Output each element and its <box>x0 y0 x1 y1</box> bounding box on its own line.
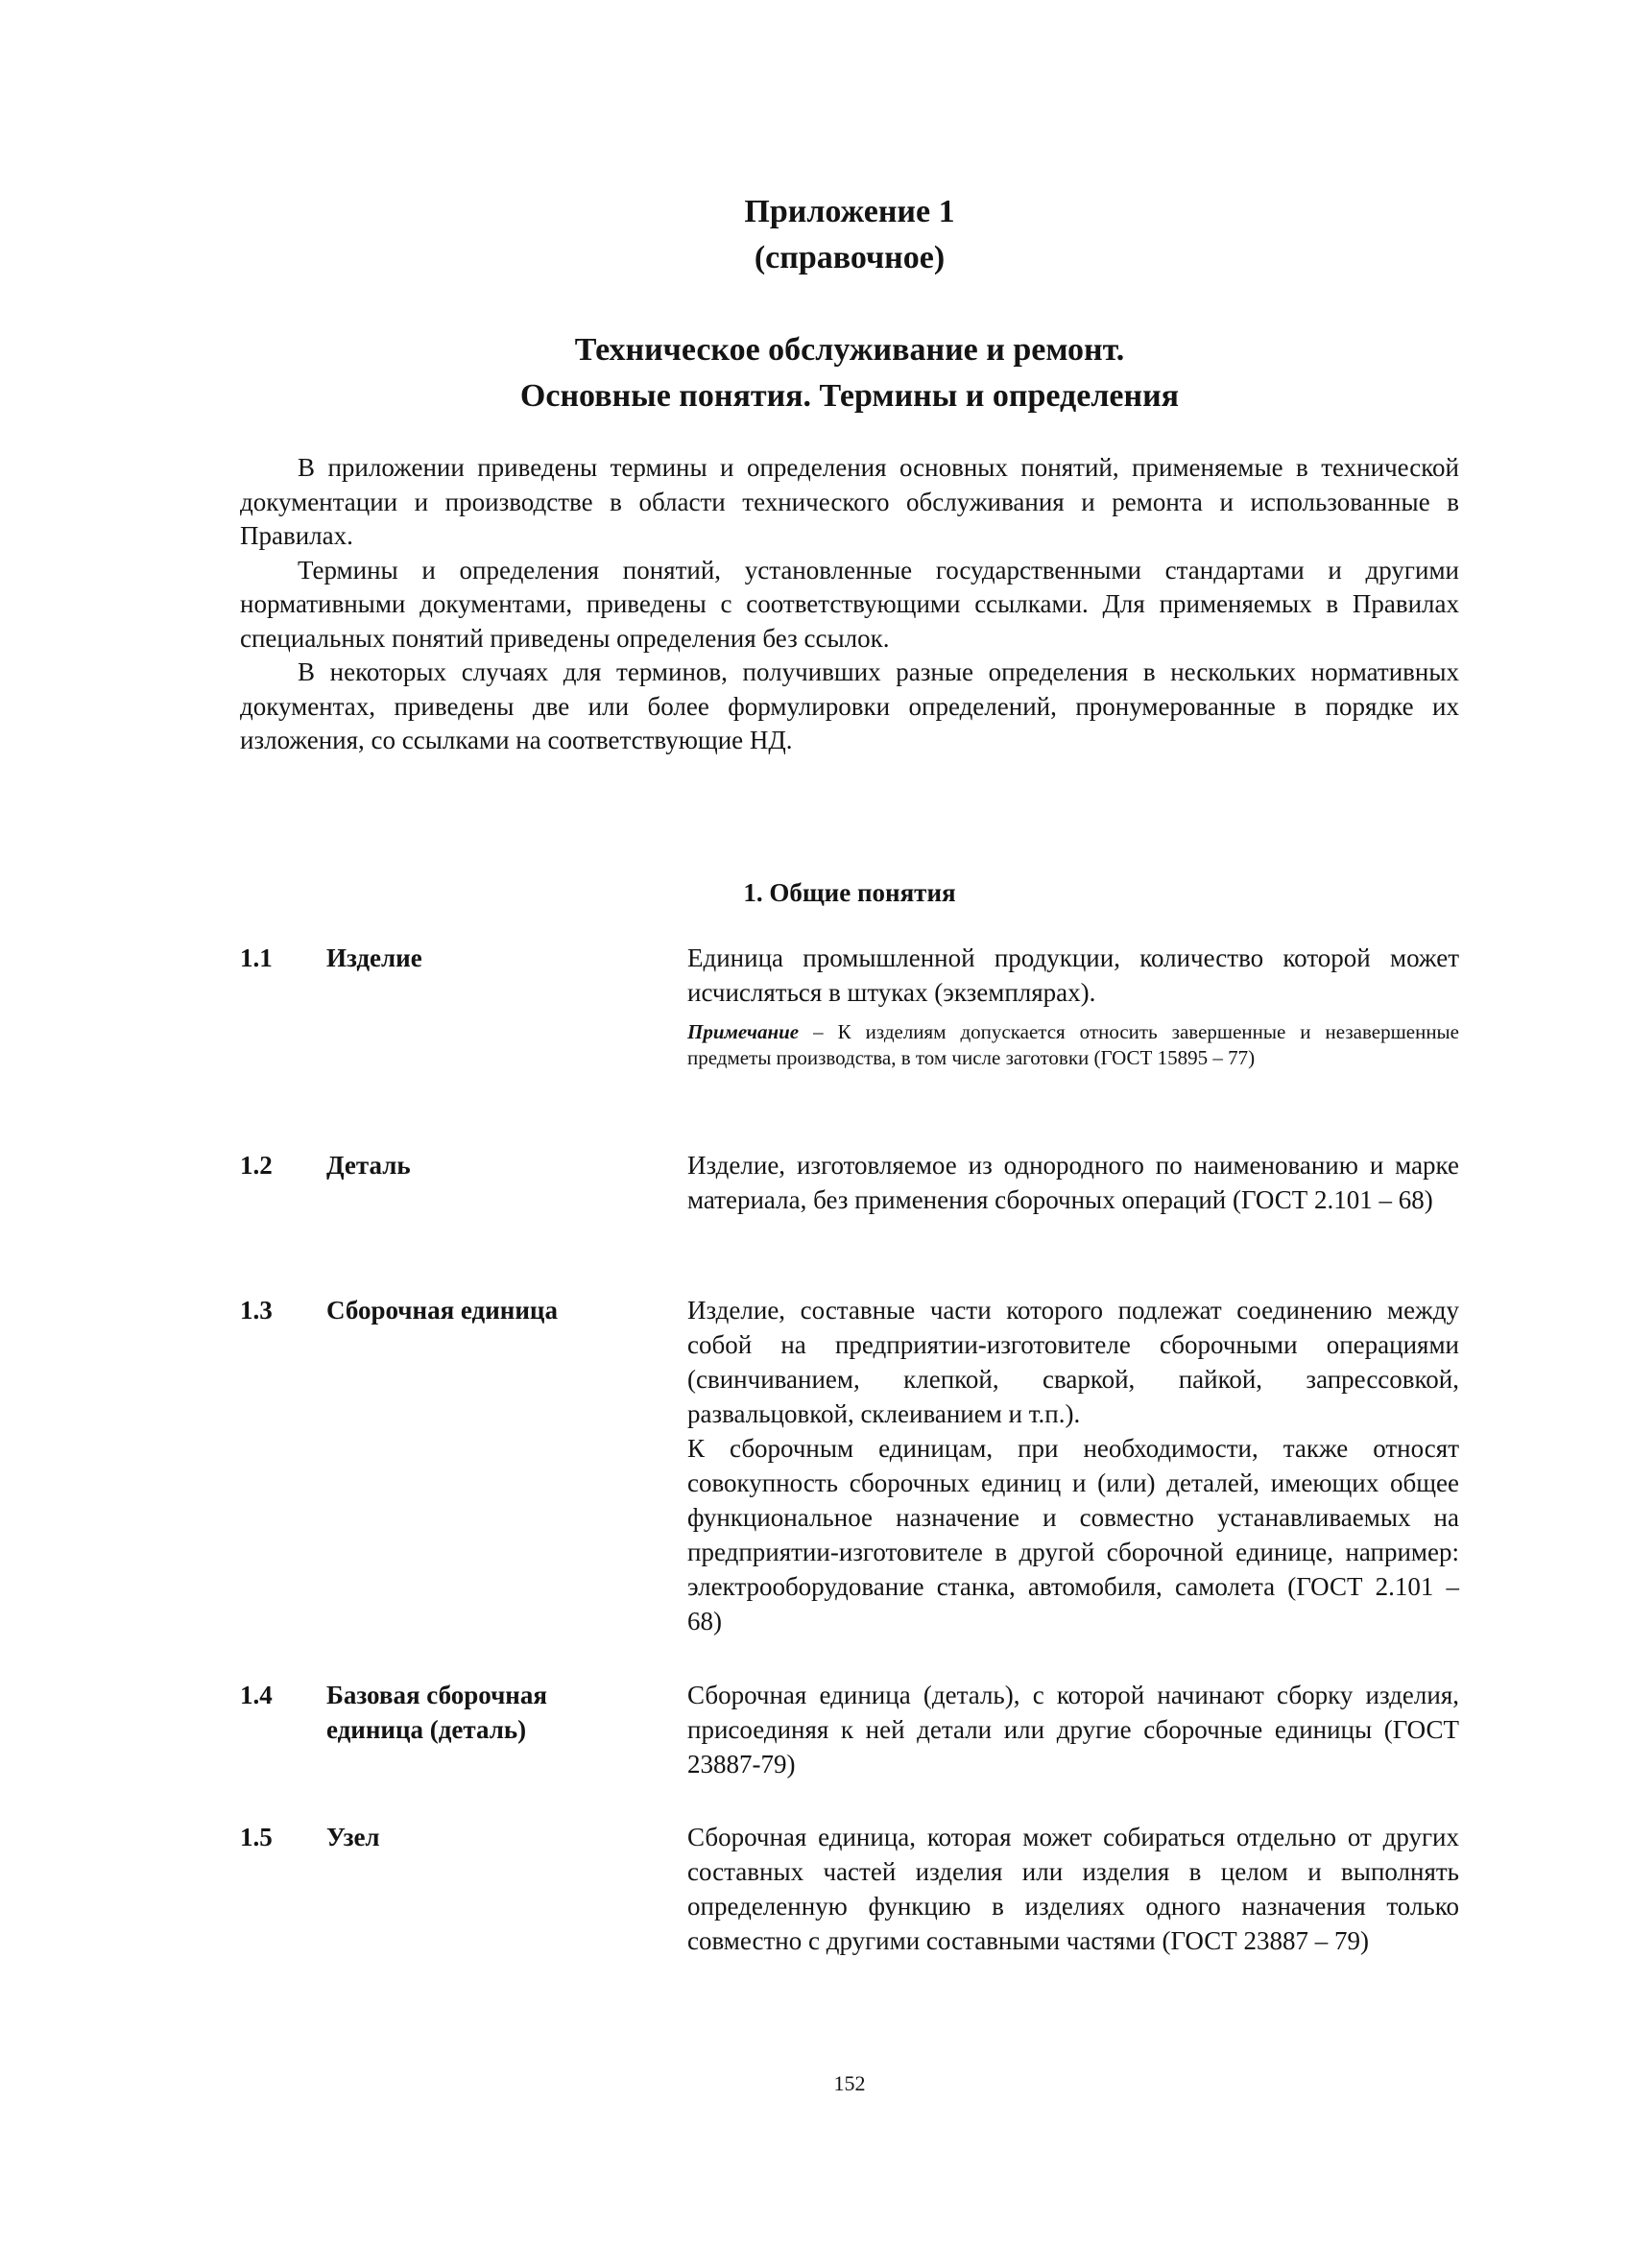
definition-text: Изделие, составные части которого подлежат соединению между собой на предприятии-изготовителе сборочными операциями (свинчиванием, клепкой, сваркой, пайкой, запрессовкой, развальцовкой, склеиванием и т.п.). <box>687 1296 1459 1428</box>
term-name: Изделие <box>326 943 422 972</box>
note-text: – К изделиям допускается относить завершенные и незавершенные предметы производства, в том числе заготовки (ГОСТ 15895 – 77) <box>687 1020 1459 1069</box>
appendix-type: (справочное) <box>754 240 946 275</box>
definition-text: Сборочная единица, которая может собираться отдельно от других составных частей изделия или изделия в целом и выполнять определенную функцию в изделиях одного назначения только совместно с другими составными частями (ГОСТ 23887 – 79) <box>687 1823 1459 1955</box>
note-label: Примечание <box>687 1020 800 1043</box>
term-definition <box>687 1293 1459 1638</box>
title-line-2: Основные понятия. Термины и определения <box>519 378 1180 414</box>
section-title: 1. Общие понятия <box>743 878 956 907</box>
document-title <box>240 327 1459 419</box>
term-number: 1.5 <box>240 1823 273 1851</box>
term-definition <box>687 941 1459 1071</box>
definition-text: К сборочным единицам, при необходимости, также относят совокупность сборочных единиц и (или) деталей, имеющих общее функциональное назначение и совместно устанавливаемых на предприятии-изготовителе в другой сборочной единице, например: электрооборудование станка, автомобиля, самолета (ГОСТ 2.101 – 68) <box>687 1434 1459 1635</box>
definition-text: Изделие, изготовляемое из однородного по наименованию и марке материала, без применения сборочных операций (ГОСТ 2.101 – 68) <box>687 1151 1459 1214</box>
intro-paragraph: В приложении приведены термины и определения основных понятий, применяемые в технической документации и производстве в области технического обслуживания и ремонта и использованные в Правилах. <box>240 453 1459 550</box>
term-note <box>687 1019 1459 1071</box>
appendix-heading <box>240 189 1459 281</box>
term-name: Узел <box>326 1823 380 1851</box>
title-line-1: Техническое обслуживание и ремонт. <box>574 332 1125 368</box>
term-name: Базовая сборочная единица (деталь) <box>326 1681 547 1744</box>
term-number: 1.3 <box>240 1296 273 1325</box>
appendix-label: Приложение 1 <box>744 194 955 229</box>
intro-paragraph: Термины и определения понятий, установленные государственными стандартами и другими нормативными документами, приведены с соответствующими ссылками. Для применяемых в Правилах специальных понятий приведены определения без ссылок. <box>240 555 1459 653</box>
term-name: Сборочная единица <box>326 1296 558 1325</box>
definition-text: Сборочная единица (деталь), с которой начинают сборку изделия, присоединяя к ней детали или другие сборочные единицы (ГОСТ 23887-79) <box>687 1681 1459 1779</box>
term-number: 1.1 <box>240 943 273 972</box>
definition-text: Единица промышленной продукции, количество которой может исчисляться в штуках (экземплярах). <box>687 943 1459 1007</box>
intro-paragraph: В некоторых случаях для терминов, получивших разные определения в нескольких нормативных документах, приведены две или более формулировки определений, пронумерованные в порядке их изложения, со ссылками на соответствующие НД. <box>240 657 1459 754</box>
term-definition <box>687 1678 1459 1781</box>
term-number: 1.4 <box>240 1681 273 1709</box>
term-definition <box>687 1820 1459 1958</box>
term-definition <box>687 1148 1459 1217</box>
term-name: Деталь <box>326 1151 411 1180</box>
term-number: 1.2 <box>240 1151 273 1180</box>
intro-text <box>240 451 1459 758</box>
page-number: 152 <box>833 2071 866 2095</box>
